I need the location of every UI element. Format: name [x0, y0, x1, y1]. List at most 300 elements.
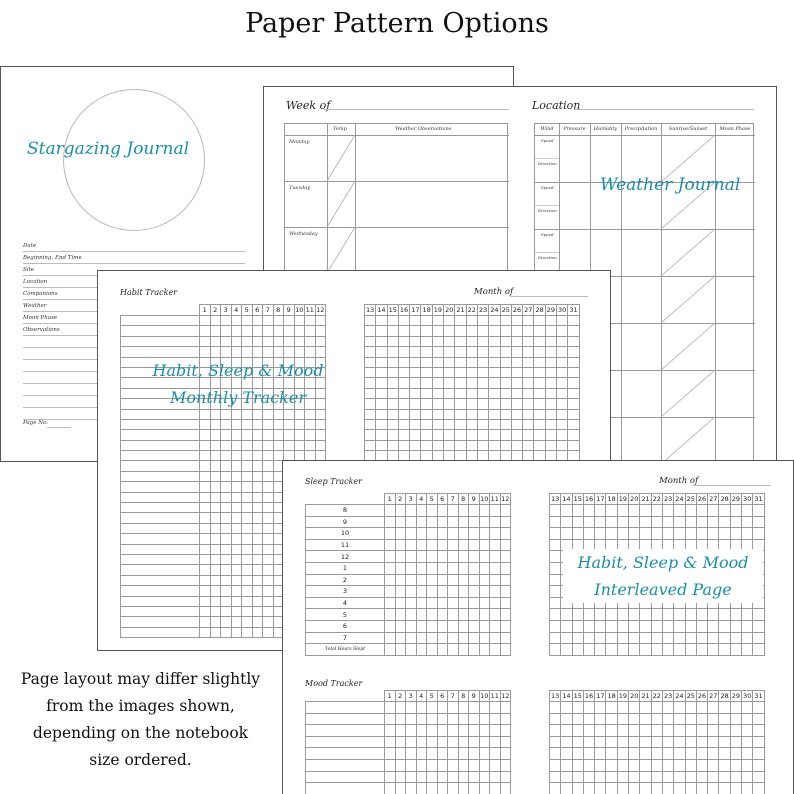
grid-cell[interactable]: [242, 627, 253, 637]
grid-cell[interactable]: [448, 516, 459, 528]
grid-cell[interactable]: [730, 644, 741, 656]
grid-cell[interactable]: [427, 725, 438, 737]
grid-cell[interactable]: [477, 399, 488, 409]
grid-cell[interactable]: [427, 586, 438, 598]
grid-cell[interactable]: [252, 596, 263, 606]
grid-cell[interactable]: [437, 505, 448, 517]
grid-row-label[interactable]: [306, 783, 385, 794]
grid-cell[interactable]: [410, 378, 421, 388]
grid-cell[interactable]: [416, 574, 427, 586]
grid-cell[interactable]: [730, 516, 741, 528]
grid-cell[interactable]: [753, 644, 764, 656]
grid-cell[interactable]: [500, 586, 511, 598]
grid-cell[interactable]: [210, 336, 221, 346]
grid-cell[interactable]: [432, 409, 443, 419]
grid-cell[interactable]: [421, 336, 432, 346]
grid-cell[interactable]: [550, 736, 561, 748]
grid-cell[interactable]: [448, 632, 459, 644]
grid-cell[interactable]: [427, 551, 438, 563]
grid-cell[interactable]: [479, 644, 490, 656]
grid-cell[interactable]: [284, 336, 295, 346]
grid-cell[interactable]: [479, 505, 490, 517]
grid-cell[interactable]: [242, 586, 253, 596]
grid-cell[interactable]: [458, 516, 469, 528]
grid-cell[interactable]: [242, 336, 253, 346]
grid-cell[interactable]: [469, 771, 480, 783]
grid-cell[interactable]: [629, 528, 640, 540]
grid-cell[interactable]: [640, 713, 651, 725]
grid-cell[interactable]: [572, 528, 583, 540]
grid-cell[interactable]: [455, 347, 466, 357]
grid-cell[interactable]: [448, 551, 459, 563]
grid-cell[interactable]: [455, 399, 466, 409]
grid-cell[interactable]: [523, 316, 534, 326]
grid-cell[interactable]: [294, 326, 305, 336]
grid-cell[interactable]: [200, 534, 211, 544]
grid-cell[interactable]: [284, 430, 295, 440]
grid-cell[interactable]: [458, 620, 469, 632]
grid-cell[interactable]: [742, 736, 753, 748]
grid-cell[interactable]: [708, 516, 719, 528]
grid-cell[interactable]: [200, 523, 211, 533]
grid-cell[interactable]: [595, 725, 606, 737]
grid-cell[interactable]: [437, 609, 448, 621]
grid-row-label[interactable]: [121, 471, 200, 481]
grid-cell[interactable]: [395, 574, 406, 586]
grid-cell[interactable]: [221, 523, 232, 533]
grid-cell[interactable]: [385, 783, 396, 794]
grid-cell[interactable]: [263, 627, 274, 637]
grid-cell[interactable]: [583, 736, 594, 748]
grid-cell[interactable]: [315, 430, 326, 440]
grid-cell[interactable]: [730, 725, 741, 737]
grid-cell[interactable]: [210, 586, 221, 596]
grid-cell[interactable]: [427, 609, 438, 621]
grid-cell[interactable]: [606, 505, 617, 517]
grid-cell[interactable]: [617, 620, 628, 632]
grid-cell[interactable]: [479, 551, 490, 563]
grid-cell[interactable]: [406, 771, 417, 783]
grid-cell[interactable]: [696, 609, 707, 621]
grid-cell[interactable]: [479, 725, 490, 737]
grid-cell[interactable]: [523, 378, 534, 388]
grid-cell[interactable]: [572, 725, 583, 737]
grid-cell[interactable]: [432, 399, 443, 409]
grid-cell[interactable]: [742, 516, 753, 528]
grid-cell[interactable]: [263, 523, 274, 533]
grid-cell[interactable]: [427, 783, 438, 794]
grid-cell[interactable]: [568, 399, 579, 409]
grid-cell[interactable]: [416, 783, 427, 794]
grid-cell[interactable]: [455, 419, 466, 429]
grid-cell[interactable]: [231, 596, 242, 606]
grid-cell[interactable]: [685, 632, 696, 644]
grid-cell[interactable]: [273, 347, 284, 357]
grid-cell[interactable]: [523, 440, 534, 450]
grid-cell[interactable]: [458, 586, 469, 598]
grid-cell[interactable]: [490, 644, 501, 656]
grid-row-label[interactable]: [121, 440, 200, 450]
grid-cell[interactable]: [730, 713, 741, 725]
grid-cell[interactable]: [387, 378, 398, 388]
grid-cell[interactable]: [674, 609, 685, 621]
grid-cell[interactable]: [427, 702, 438, 714]
grid-cell[interactable]: [753, 748, 764, 760]
grid-cell[interactable]: [263, 471, 274, 481]
grid-cell[interactable]: [395, 562, 406, 574]
grid-row-label[interactable]: [121, 336, 200, 346]
grid-cell[interactable]: [595, 632, 606, 644]
grid-row-label[interactable]: 10: [306, 528, 385, 540]
grid-cell[interactable]: [685, 748, 696, 760]
grid-cell[interactable]: [629, 783, 640, 794]
grid-cell[interactable]: [606, 702, 617, 714]
grid-cell[interactable]: [696, 620, 707, 632]
grid-cell[interactable]: [708, 748, 719, 760]
grid-cell[interactable]: [444, 326, 455, 336]
grid-cell[interactable]: [406, 562, 417, 574]
grid-cell[interactable]: [231, 503, 242, 513]
grid-cell[interactable]: [469, 783, 480, 794]
grid-cell[interactable]: [606, 713, 617, 725]
grid-cell[interactable]: [561, 736, 572, 748]
grid-cell[interactable]: [210, 347, 221, 357]
grid-cell[interactable]: [427, 620, 438, 632]
grid-row-label[interactable]: [306, 771, 385, 783]
grid-cell[interactable]: [458, 759, 469, 771]
grid-cell[interactable]: [674, 771, 685, 783]
grid-cell[interactable]: [448, 597, 459, 609]
grid-cell[interactable]: [210, 451, 221, 461]
grid-cell[interactable]: [406, 586, 417, 598]
grid-cell[interactable]: [458, 725, 469, 737]
grid-cell[interactable]: [674, 736, 685, 748]
grid-cell[interactable]: [629, 505, 640, 517]
grid-cell[interactable]: [640, 644, 651, 656]
grid-cell[interactable]: [500, 505, 511, 517]
grid-cell[interactable]: [416, 551, 427, 563]
grid-cell[interactable]: [469, 516, 480, 528]
grid-cell[interactable]: [398, 326, 409, 336]
grid-cell[interactable]: [221, 627, 232, 637]
grid-cell[interactable]: [365, 419, 376, 429]
grid-cell[interactable]: [410, 409, 421, 419]
grid-cell[interactable]: [376, 367, 387, 377]
grid-cell[interactable]: [568, 347, 579, 357]
grid-cell[interactable]: [410, 347, 421, 357]
grid-cell[interactable]: [395, 736, 406, 748]
grid-cell[interactable]: [444, 316, 455, 326]
grid-cell[interactable]: [455, 440, 466, 450]
grid-row-label[interactable]: [121, 627, 200, 637]
grid-cell[interactable]: [221, 316, 232, 326]
grid-cell[interactable]: [583, 783, 594, 794]
grid-cell[interactable]: [242, 503, 253, 513]
grid-cell[interactable]: [572, 736, 583, 748]
grid-cell[interactable]: [231, 316, 242, 326]
grid-cell[interactable]: [489, 419, 500, 429]
grid-cell[interactable]: [730, 528, 741, 540]
grid-cell[interactable]: [742, 713, 753, 725]
grid-cell[interactable]: [557, 399, 568, 409]
grid-cell[interactable]: [252, 565, 263, 575]
grid-cell[interactable]: [674, 620, 685, 632]
grid-cell[interactable]: [500, 609, 511, 621]
grid-cell[interactable]: [651, 609, 662, 621]
grid-cell[interactable]: [545, 388, 556, 398]
grid-cell[interactable]: [477, 347, 488, 357]
grid-cell[interactable]: [458, 551, 469, 563]
grid-cell[interactable]: [263, 554, 274, 564]
grid-cell[interactable]: [200, 586, 211, 596]
grid-cell[interactable]: [210, 503, 221, 513]
grid-cell[interactable]: [490, 586, 501, 598]
grid-cell[interactable]: [406, 620, 417, 632]
grid-cell[interactable]: [500, 597, 511, 609]
grid-cell[interactable]: [284, 326, 295, 336]
grid-cell[interactable]: [629, 702, 640, 714]
grid-cell[interactable]: [376, 388, 387, 398]
grid-cell[interactable]: [500, 574, 511, 586]
grid-cell[interactable]: [242, 565, 253, 575]
grid-cell[interactable]: [421, 399, 432, 409]
grid-cell[interactable]: [210, 419, 221, 429]
grid-cell[interactable]: [410, 357, 421, 367]
grid-cell[interactable]: [231, 471, 242, 481]
grid-cell[interactable]: [545, 378, 556, 388]
grid-cell[interactable]: [305, 316, 316, 326]
grid-row-label[interactable]: [121, 316, 200, 326]
grid-cell[interactable]: [685, 505, 696, 517]
grid-cell[interactable]: [568, 409, 579, 419]
grid-cell[interactable]: [696, 748, 707, 760]
grid-cell[interactable]: [273, 419, 284, 429]
grid-cell[interactable]: [200, 617, 211, 627]
grid-cell[interactable]: [561, 713, 572, 725]
grid-cell[interactable]: [640, 771, 651, 783]
grid-cell[interactable]: [753, 736, 764, 748]
grid-cell[interactable]: [432, 388, 443, 398]
grid-cell[interactable]: [674, 632, 685, 644]
grid-cell[interactable]: [315, 336, 326, 346]
grid-cell[interactable]: [479, 771, 490, 783]
grid-cell[interactable]: [534, 399, 545, 409]
grid-cell[interactable]: [416, 725, 427, 737]
grid-cell[interactable]: [617, 505, 628, 517]
grid-cell[interactable]: [651, 620, 662, 632]
grid-cell[interactable]: [448, 505, 459, 517]
grid-cell[interactable]: [568, 316, 579, 326]
grid-cell[interactable]: [432, 326, 443, 336]
grid-cell[interactable]: [395, 539, 406, 551]
grid-cell[interactable]: [479, 516, 490, 528]
grid-cell[interactable]: [455, 367, 466, 377]
grid-cell[interactable]: [500, 367, 511, 377]
grid-cell[interactable]: [674, 505, 685, 517]
grid-cell[interactable]: [376, 409, 387, 419]
grid-cell[interactable]: [606, 725, 617, 737]
grid-cell[interactable]: [444, 388, 455, 398]
grid-cell[interactable]: [376, 326, 387, 336]
grid-cell[interactable]: [444, 347, 455, 357]
grid-cell[interactable]: [662, 771, 673, 783]
grid-cell[interactable]: [263, 326, 274, 336]
grid-cell[interactable]: [416, 759, 427, 771]
grid-cell[interactable]: [753, 516, 764, 528]
grid-cell[interactable]: [416, 771, 427, 783]
grid-cell[interactable]: [200, 492, 211, 502]
grid-row-label[interactable]: [306, 702, 385, 714]
grid-cell[interactable]: [410, 326, 421, 336]
grid-cell[interactable]: [534, 347, 545, 357]
grid-row-label[interactable]: [306, 725, 385, 737]
grid-cell[interactable]: [550, 516, 561, 528]
grid-cell[interactable]: [550, 759, 561, 771]
grid-row-label[interactable]: 11: [306, 539, 385, 551]
grid-cell[interactable]: [550, 539, 561, 551]
grid-cell[interactable]: [231, 617, 242, 627]
grid-cell[interactable]: [458, 748, 469, 760]
grid-cell[interactable]: [500, 430, 511, 440]
grid-cell[interactable]: [719, 609, 730, 621]
grid-cell[interactable]: [242, 419, 253, 429]
grid-cell[interactable]: [523, 347, 534, 357]
grid-cell[interactable]: [252, 586, 263, 596]
grid-cell[interactable]: [432, 378, 443, 388]
grid-cell[interactable]: [455, 336, 466, 346]
grid-cell[interactable]: [365, 347, 376, 357]
grid-cell[interactable]: [448, 702, 459, 714]
grid-cell[interactable]: [523, 430, 534, 440]
grid-cell[interactable]: [365, 326, 376, 336]
grid-cell[interactable]: [629, 620, 640, 632]
grid-cell[interactable]: [444, 336, 455, 346]
grid-cell[interactable]: [284, 347, 295, 357]
grid-row-label[interactable]: [121, 513, 200, 523]
grid-cell[interactable]: [606, 736, 617, 748]
grid-cell[interactable]: [385, 528, 396, 540]
grid-cell[interactable]: [500, 713, 511, 725]
grid-cell[interactable]: [674, 759, 685, 771]
grid-cell[interactable]: [719, 783, 730, 794]
grid-cell[interactable]: [730, 771, 741, 783]
grid-cell[interactable]: [557, 378, 568, 388]
grid-cell[interactable]: [466, 388, 477, 398]
grid-cell[interactable]: [252, 523, 263, 533]
grid-cell[interactable]: [674, 783, 685, 794]
grid-cell[interactable]: [561, 528, 572, 540]
grid-cell[interactable]: [263, 544, 274, 554]
grid-cell[interactable]: [385, 713, 396, 725]
grid-cell[interactable]: [444, 409, 455, 419]
grid-cell[interactable]: [458, 783, 469, 794]
grid-cell[interactable]: [437, 574, 448, 586]
grid-cell[interactable]: [385, 586, 396, 598]
grid-row-label[interactable]: Total Hours Slept: [306, 644, 385, 656]
grid-cell[interactable]: [500, 551, 511, 563]
grid-cell[interactable]: [421, 388, 432, 398]
grid-cell[interactable]: [458, 771, 469, 783]
grid-cell[interactable]: [572, 620, 583, 632]
grid-cell[interactable]: [200, 471, 211, 481]
grid-cell[interactable]: [557, 409, 568, 419]
grid-cell[interactable]: [557, 357, 568, 367]
grid-cell[interactable]: [315, 419, 326, 429]
grid-cell[interactable]: [242, 513, 253, 523]
grid-cell[interactable]: [674, 702, 685, 714]
grid-cell[interactable]: [395, 748, 406, 760]
grid-cell[interactable]: [221, 617, 232, 627]
grid-cell[interactable]: [395, 586, 406, 598]
grid-cell[interactable]: [416, 702, 427, 714]
grid-cell[interactable]: [477, 336, 488, 346]
grid-cell[interactable]: [395, 609, 406, 621]
grid-cell[interactable]: [730, 759, 741, 771]
grid-cell[interactable]: [395, 528, 406, 540]
grid-cell[interactable]: [617, 771, 628, 783]
grid-cell[interactable]: [416, 713, 427, 725]
grid-cell[interactable]: [511, 336, 522, 346]
grid-cell[interactable]: [385, 632, 396, 644]
grid-cell[interactable]: [753, 528, 764, 540]
grid-cell[interactable]: [273, 430, 284, 440]
grid-cell[interactable]: [490, 759, 501, 771]
grid-cell[interactable]: [221, 471, 232, 481]
grid-cell[interactable]: [730, 505, 741, 517]
grid-cell[interactable]: [500, 748, 511, 760]
grid-cell[interactable]: [252, 575, 263, 585]
grid-cell[interactable]: [674, 748, 685, 760]
grid-cell[interactable]: [210, 513, 221, 523]
grid-cell[interactable]: [490, 539, 501, 551]
grid-row-label[interactable]: [121, 326, 200, 336]
grid-cell[interactable]: [595, 783, 606, 794]
grid-cell[interactable]: [427, 505, 438, 517]
grid-cell[interactable]: [479, 539, 490, 551]
grid-cell[interactable]: [385, 759, 396, 771]
grid-cell[interactable]: [406, 725, 417, 737]
grid-cell[interactable]: [708, 644, 719, 656]
grid-cell[interactable]: [385, 736, 396, 748]
grid-cell[interactable]: [595, 620, 606, 632]
grid-cell[interactable]: [427, 759, 438, 771]
grid-cell[interactable]: [210, 326, 221, 336]
grid-cell[interactable]: [561, 759, 572, 771]
grid-cell[interactable]: [200, 606, 211, 616]
grid-cell[interactable]: [284, 440, 295, 450]
grid-cell[interactable]: [550, 597, 561, 609]
grid-cell[interactable]: [395, 620, 406, 632]
grid-cell[interactable]: [210, 492, 221, 502]
grid-cell[interactable]: [572, 632, 583, 644]
grid-row-label[interactable]: [121, 451, 200, 461]
grid-cell[interactable]: [387, 367, 398, 377]
grid-cell[interactable]: [221, 326, 232, 336]
grid-row-label[interactable]: [306, 713, 385, 725]
grid-cell[interactable]: [221, 419, 232, 429]
grid-cell[interactable]: [210, 554, 221, 564]
grid-cell[interactable]: [263, 461, 274, 471]
grid-cell[interactable]: [719, 644, 730, 656]
grid-cell[interactable]: [252, 419, 263, 429]
grid-cell[interactable]: [550, 644, 561, 656]
grid-cell[interactable]: [500, 783, 511, 794]
grid-cell[interactable]: [410, 440, 421, 450]
grid-cell[interactable]: [242, 326, 253, 336]
grid-cell[interactable]: [305, 430, 316, 440]
grid-row-label[interactable]: [121, 461, 200, 471]
grid-cell[interactable]: [500, 528, 511, 540]
